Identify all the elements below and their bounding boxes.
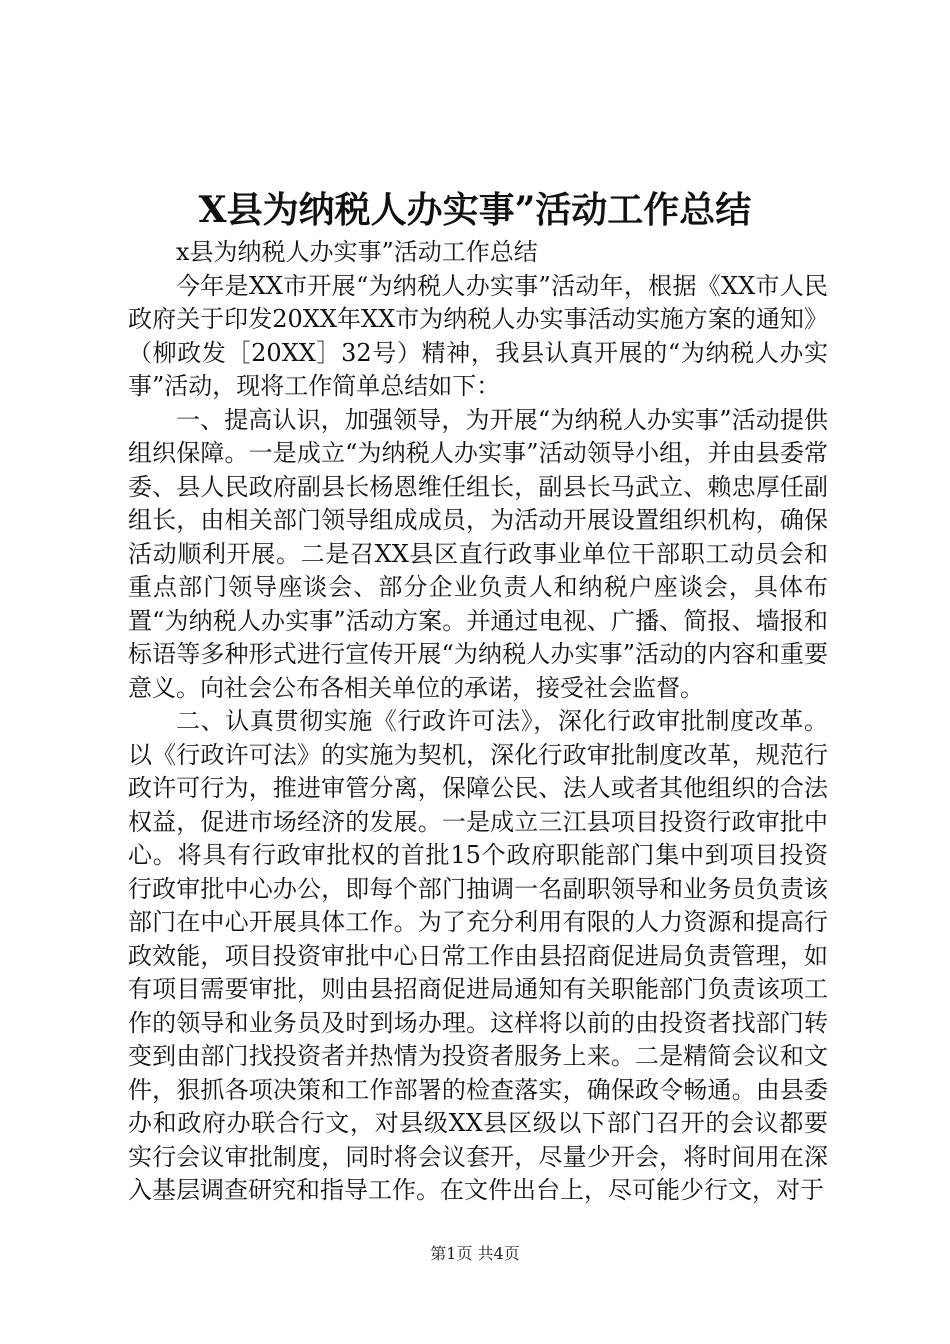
paragraph: 今年是XX市开展“为纳税人办实事”活动年，根据《XX市人民政府关于印发20XX年XX市为纳税人办实事活动实施方案的通知》（柳政发［20XX］32号）精神，我县认真开展的“为纳税人办实事”活动，现将工作简单总结如下： <box>128 271 828 400</box>
paragraph: x县为纳税人办实事”活动工作总结 <box>176 238 538 266</box>
document-title: X县为纳税人办实事”活动工作总结 <box>198 189 752 231</box>
paragraph: 一、提高认识，加强领导，为开展“为纳税人办实事”活动提供组织保障。一是成立“为纳税人办实事”活动领导小组，并由县委常委、县人民政府副县长杨恩维任组长，副县长马武立、赖忠厚任副组长，由相关部门领导组成成员，为活动开展设置组织机构，确保活动顺利开展。二是召XX县区直行政事业单位干部职工动员会和重点部门领导座谈会、部分企业负责人和纳税户座谈会，具体布置“为纳税人办实事”活动方案。并通过电视、广播、简报、墙报和标语等多种形式进行宣传开展“为纳税人办实事”活动的内容和重要意义。向社会公布各相关单位的承诺，接受社会监督。 <box>128 405 828 702</box>
paragraph: 二、认真贯彻实施《行政许可法》，深化行政审批制度改革。以《行政许可法》的实施为契机，深化行政审批制度改革，规范行政许可行为，推进审管分离，保障公民、法人或者其他组织的合法权益，促进市场经济的发展。一是成立三江县项目投资行政审批中心。将具有行政审批权的首批15个政府职能部门集中到项目投资行政审批中心办公，即每个部门抽调一名副职领导和业务员负责该部门在中心开展具体工作。为了充分利用有限的人力资源和提高行政效能，项目投资审批中心日常工作由县招商促进局负责管理，如有项目需要审批，则由县招商促进局通知有关职能部门负责该项工作的领导和业务员及时到场办理。这样将以前的由投资者找部门转变到由部门找投资者并热情为投资者服务上来。二是精简会议和文件，狠抓各项决策和工作部署的检查落实，确保政令畅通。由县委办和政府办联合行文，对县级XX县区级以下部门召开的会议都要实行会议审批制度，同时将会议套开，尽量少开会，将时间用在深入基层调查研究和指导工作。在文件出台上，尽可能少行文，对于 <box>128 707 828 1204</box>
document-body <box>128 236 828 1208</box>
page-footer: 第1页 共4页 <box>430 1244 520 1263</box>
